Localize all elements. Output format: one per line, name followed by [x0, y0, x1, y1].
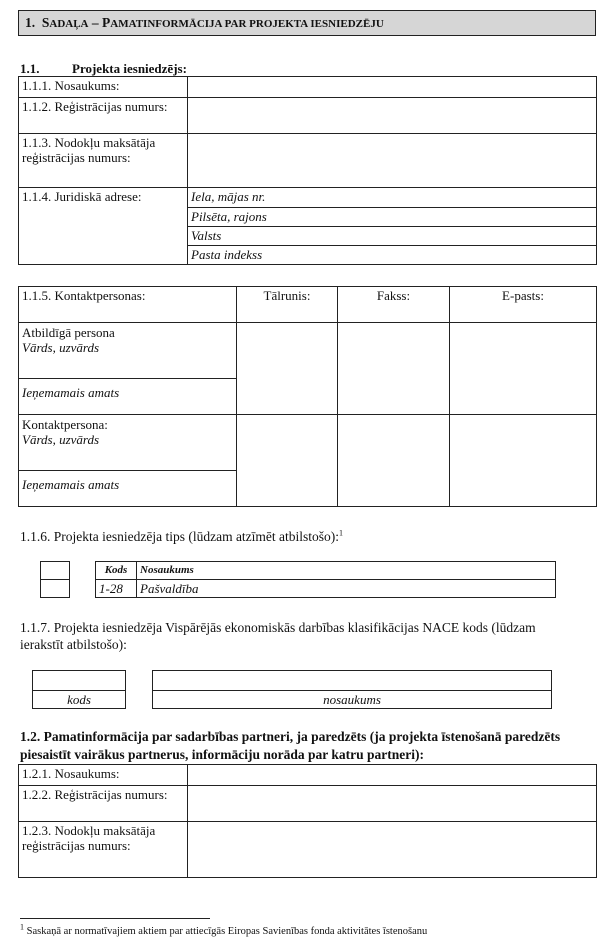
fax-header: Fakss: [338, 287, 450, 323]
email-header: E-pasts: [450, 287, 597, 323]
applicant-tax-number-label: 1.1.3. Nodokļu maksātāja reģistrācijas numurs: [19, 134, 188, 188]
responsible-fax-field[interactable] [338, 323, 450, 415]
footnote-number: 1 [20, 922, 24, 932]
type-name-value: Pašvaldība [137, 580, 556, 598]
partner-name-label: 1.2.1. Nosaukums: [19, 765, 188, 786]
nace-name-box [152, 670, 552, 709]
name-column-header: Nosaukums [137, 562, 556, 580]
applicant-type-text: 1.1.6. Projekta iesniedzēja tips (lūdzam atzīmēt atbilstošo): [20, 529, 340, 544]
footnote-text: Saskaņā ar normatīvajiem aktiem par attiecīgās Eiropas Savienības fonda aktivitātes īstenošanu [26, 926, 428, 937]
subsection-number: 1.1. [20, 61, 40, 76]
contacts-header-label: 1.1.5. Kontaktpersonas: [19, 287, 237, 323]
partner-table [18, 764, 597, 878]
section-number: 1. [25, 15, 36, 30]
responsible-name-hint: Vārds, uzvārds [22, 340, 100, 355]
partner-tax-number-field[interactable] [188, 822, 597, 878]
contact-name-hint: Vārds, uzvārds [22, 432, 100, 447]
footnote [20, 922, 600, 937]
address-street-field[interactable]: Iela, mājas nr. [188, 188, 597, 208]
applicant-type-checkboxes [40, 561, 70, 598]
applicant-reg-number-label: 1.1.2. Reģistrācijas numurs: [19, 98, 188, 134]
nace-name-label: nosaukums [153, 691, 552, 709]
responsible-email-field[interactable] [450, 323, 597, 415]
contact-email-field[interactable] [450, 415, 597, 507]
footnote-ref: 1 [339, 528, 344, 538]
applicant-name-field[interactable] [188, 77, 597, 98]
nace-name-field[interactable] [153, 671, 552, 691]
subsection-title: Projekta iesniedzējs: [72, 61, 187, 76]
phone-header: Tālrunis: [237, 287, 338, 323]
applicant-type-checkbox-2[interactable] [41, 580, 70, 598]
footnote-divider [20, 918, 210, 919]
contacts-table [18, 286, 597, 507]
applicant-name-label: 1.1.1. Nosaukums: [19, 77, 188, 98]
applicant-type-table [95, 561, 556, 598]
partner-section-heading: 1.2. Pamatinformācija par sadarbības partneri, ja paredzēts (ja projekta īstenošanā paredzēts piesaistīt vairākus partnerus, informāciju norāda par katru partneri): [20, 729, 561, 762]
section-subtitle-rest: AMATINFORMĀCIJA PAR PROJEKTA IESNIEDZĒJU [110, 18, 384, 30]
nace-code-box [32, 670, 126, 709]
applicant-reg-number-field[interactable] [188, 98, 597, 134]
contact-position-field[interactable]: Ieņemamais amats [19, 471, 237, 507]
applicant-tax-number-field[interactable] [188, 134, 597, 188]
address-postal-field[interactable]: Pasta indekss [188, 246, 597, 265]
responsible-phone-field[interactable] [237, 323, 338, 415]
nace-code-field[interactable] [33, 671, 126, 691]
partner-name-field[interactable] [188, 765, 597, 786]
section-subtitle-cap: P [102, 15, 111, 30]
address-city-field[interactable]: Pilsēta, rajons [188, 208, 597, 227]
contact-fax-field[interactable] [338, 415, 450, 507]
applicant-type-question [20, 529, 343, 545]
contact-phone-field[interactable] [237, 415, 338, 507]
partner-tax-number-label: 1.2.3. Nodokļu maksātāja reģistrācijas numurs: [19, 822, 188, 878]
responsible-person-label: Atbildīgā persona [22, 325, 115, 340]
section-title-rest: ADAĻA [49, 18, 89, 30]
applicant-table [18, 76, 597, 265]
partner-reg-number-field[interactable] [188, 786, 597, 822]
nace-code-label: kods [33, 691, 126, 709]
code-column-header: Kods [96, 562, 137, 580]
subsection-1-1-heading [20, 61, 187, 77]
legal-address-label: 1.1.4. Juridiskā adrese: [19, 188, 188, 265]
contact-person-label: Kontaktpersona: [22, 417, 108, 432]
partner-reg-number-label: 1.2.2. Reģistrācijas numurs: [19, 786, 188, 822]
address-country-field[interactable]: Valsts [188, 227, 597, 246]
type-code-value: 1-28 [96, 580, 137, 598]
contact-person-name-cell[interactable] [19, 415, 237, 471]
nace-code-question: 1.1.7. Projekta iesniedzēja Vispārējās ekonomiskās darbības klasifikācijas NACE kods (lūdzam ierakstīt atbilstošo): [20, 620, 536, 652]
responsible-position-field[interactable]: Ieņemamais amats [19, 379, 237, 415]
section-header [18, 10, 596, 36]
section-title-dash: – [88, 15, 103, 30]
applicant-type-checkbox-1[interactable] [41, 562, 70, 580]
section-title-cap: S [41, 15, 50, 30]
responsible-person-name-cell[interactable] [19, 323, 237, 379]
